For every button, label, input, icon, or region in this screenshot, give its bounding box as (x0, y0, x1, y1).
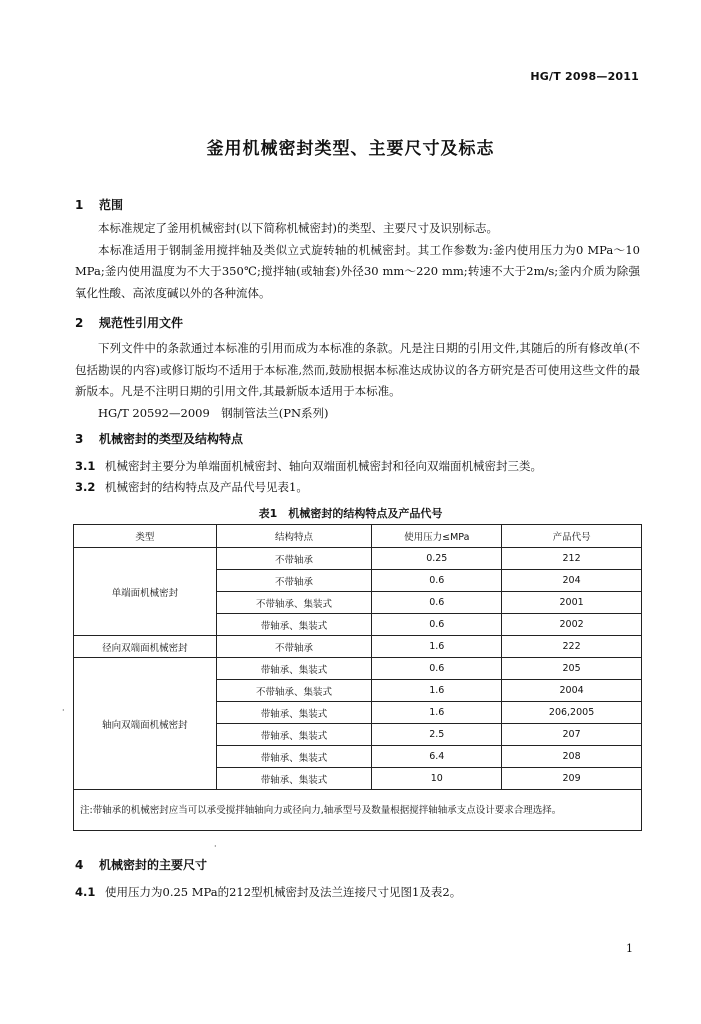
section-1-body (75, 218, 640, 304)
pressure-cell: 0.6 (372, 658, 502, 680)
code-cell: 2004 (502, 680, 642, 702)
feature-cell: 不带轴承 (216, 570, 372, 592)
type-cell: 径向双端面机械密封 (74, 636, 217, 658)
table-row (74, 636, 642, 658)
clause-text: 机械密封主要分为单端面机械密封、轴向双端面机械密封和径向双端面机械密封三类。 (105, 459, 542, 473)
code-cell: 207 (502, 724, 642, 746)
section-title: 规范性引用文件 (99, 316, 184, 330)
column-header-feature: 结构特点 (216, 525, 372, 548)
pressure-cell: 0.25 (372, 548, 502, 570)
pressure-cell: 0.6 (372, 614, 502, 636)
feature-cell: 不带轴承 (216, 636, 372, 658)
section-number: 3 (75, 432, 84, 446)
table-1-caption: 表1 机械密封的结构特点及产品代号 (258, 507, 443, 520)
feature-cell: 不带轴承、集装式 (216, 680, 372, 702)
page-number: 1 (626, 942, 633, 955)
paragraph: 本标准规定了釜用机械密封(以下简称机械密封)的类型、主要尺寸及识别标志。 (98, 221, 498, 235)
section-4-heading (75, 856, 207, 873)
code-cell: 208 (502, 746, 642, 768)
standard-code-header: HG/T 2098—2011 (530, 70, 639, 83)
paragraph: 本标准适用于钢制釜用搅拌轴及类似立式旋转轴的机械密封。其工作参数为:釜内使用压力为0 MPa～10 MPa;釜内使用温度为不大于350℃;搅拌轴(或轴套)外径30 mm～220 mm;转速不大于2m/s;釜内介质为除强氧化性酸、高浓度碱以外的各种流体。 (75, 242, 640, 300)
scan-speck: · (62, 706, 65, 715)
normative-reference: HG/T 20592—2009 钢制管法兰(PN系列) (98, 405, 329, 420)
pressure-cell: 10 (372, 768, 502, 790)
code-cell: 205 (502, 658, 642, 680)
code-cell: 222 (502, 636, 642, 658)
section-3-heading (75, 430, 243, 447)
section-title: 机械密封的类型及结构特点 (99, 432, 244, 446)
pressure-cell: 1.6 (372, 636, 502, 658)
section-number: 4 (75, 858, 84, 872)
table-row (74, 658, 642, 680)
paragraph: 下列文件中的条款通过本标准的引用而成为本标准的条款。凡是注日期的引用文件,其随后的所有修改单(不包括勘误的内容)或修订版均不适用于本标准,然而,鼓励根据本标准达成协议的各方研究是否可使用这些文件的最新版本。凡是不注明日期的引用文件,其最新版本适用于本标准。 (75, 341, 640, 398)
section-title: 范围 (99, 198, 124, 212)
clause-3-2 (75, 479, 645, 495)
section-number: 2 (75, 316, 84, 330)
feature-cell: 带轴承、集装式 (216, 768, 372, 790)
clause-number: 3.2 (75, 480, 96, 494)
pressure-cell: 0.6 (372, 592, 502, 614)
table-note-row (74, 790, 642, 831)
code-cell: 2002 (502, 614, 642, 636)
pressure-cell: 1.6 (372, 702, 502, 724)
pressure-cell: 0.6 (372, 570, 502, 592)
section-2-heading (75, 314, 183, 331)
section-title: 机械密封的主要尺寸 (99, 858, 208, 872)
type-cell: 单端面机械密封 (74, 548, 217, 636)
section-number: 1 (75, 198, 84, 212)
pressure-cell: 2.5 (372, 724, 502, 746)
type-cell: 轴向双端面机械密封 (74, 658, 217, 790)
code-cell: 204 (502, 570, 642, 592)
section-2-body (75, 338, 640, 424)
feature-cell: 带轴承、集装式 (216, 658, 372, 680)
code-cell: 2001 (502, 592, 642, 614)
table-header-row (74, 525, 642, 548)
clause-number: 4.1 (75, 885, 96, 899)
column-header-code: 产品代号 (502, 525, 642, 548)
clause-3-1 (75, 458, 645, 474)
scan-speck: · (214, 842, 217, 851)
feature-cell: 不带轴承、集装式 (216, 592, 372, 614)
table-1 (73, 524, 642, 831)
feature-cell: 带轴承、集装式 (216, 614, 372, 636)
code-cell: 209 (502, 768, 642, 790)
table-row (74, 548, 642, 570)
column-header-pressure: 使用压力≤MPa (372, 525, 502, 548)
clause-text: 机械密封的结构特点及产品代号见表1。 (105, 480, 308, 494)
clause-4-1 (75, 884, 645, 900)
pressure-cell: 1.6 (372, 680, 502, 702)
feature-cell: 带轴承、集装式 (216, 724, 372, 746)
feature-cell: 不带轴承 (216, 548, 372, 570)
feature-cell: 带轴承、集装式 (216, 746, 372, 768)
document-title: 釜用机械密封类型、主要尺寸及标志 (206, 139, 495, 159)
pressure-cell: 6.4 (372, 746, 502, 768)
clause-text: 使用压力为0.25 MPa的212型机械密封及法兰连接尺寸见图1及表2。 (105, 885, 462, 899)
clause-number: 3.1 (75, 459, 96, 473)
table-note: 注:带轴承的机械密封应当可以承受搅拌轴轴向力或径向力,轴承型号及数量根据搅拌轴轴承支点设计要求合理选择。 (74, 790, 642, 831)
code-cell: 212 (502, 548, 642, 570)
section-1-heading (75, 196, 123, 213)
code-cell: 206,2005 (502, 702, 642, 724)
feature-cell: 带轴承、集装式 (216, 702, 372, 724)
column-header-type: 类型 (74, 525, 217, 548)
